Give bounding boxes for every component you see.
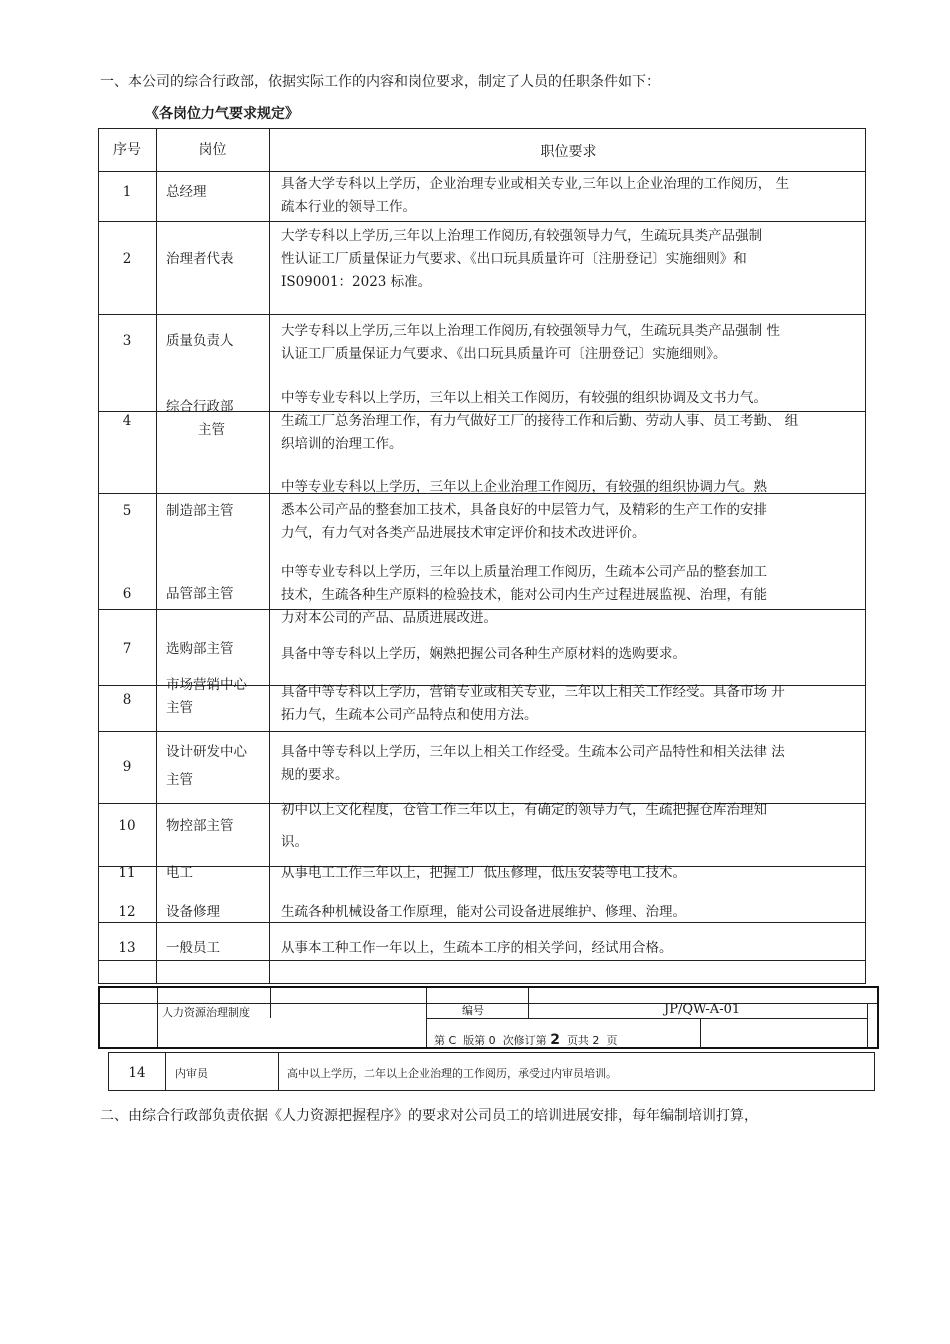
header-num: 序号 xyxy=(113,142,141,158)
footer-divider xyxy=(867,1003,868,1049)
row-requirement: 中等专业专科以上学历，三年以上相关工作阅历，有较强的组织协调及文书力气。 生疏工厂总务治理工作，有力气做好工厂的接待工作和后勤、劳动人事、员工考勤、 组 织培训的治理工作。 xyxy=(281,390,799,452)
requirements-table xyxy=(98,128,866,984)
footer-divider xyxy=(528,988,529,1018)
row-requirement: 具备中等专科以上学历，三年以上相关工作经受。生疏本公司产品特性和相关法律 法 规的要求。 xyxy=(281,744,785,783)
row-position: 治理者代表 xyxy=(166,251,234,267)
row-divider xyxy=(99,221,865,222)
row-num: 10 xyxy=(118,818,136,834)
row-divider xyxy=(99,314,865,315)
row-position: 选购部主管 xyxy=(166,641,234,657)
row-num: 7 xyxy=(122,641,132,657)
row-requirement: 具备大学专科以上学历，企业治理专业或相关专业,三年以上企业治理的工作阅历， 生 疏本行业的领导工作。 xyxy=(281,176,790,215)
row-num: 6 xyxy=(122,586,132,602)
footer-divider xyxy=(700,1018,701,1049)
intro-paragraph: 一、本公司的综合行政部，依据实际工作的内容和岗位要求，制定了人员的任职条件如下： xyxy=(100,74,660,90)
row-requirement: 大学专科以上学历,三年以上治理工作阅历,有较强领导力气，生疏玩具类产品强制 性认证工厂质量保证力气要求、《出口玩具质量许可〔注册登记〕实施细则》和 IS09001：2023 标准。 xyxy=(281,228,763,290)
row-position: 设计研发中心 主管 xyxy=(166,744,247,788)
footer-doc-name: 人力资源治理制度 xyxy=(162,1006,250,1019)
row-position: 物控部主管 xyxy=(166,818,234,834)
row-num: 4 xyxy=(122,413,132,429)
row-position: 设备修理 xyxy=(166,904,220,920)
footer-divider xyxy=(270,988,271,1018)
row-position: 一般员工 xyxy=(166,940,220,956)
row-num: 14 xyxy=(128,1065,146,1081)
footer-divider xyxy=(426,1018,867,1019)
row-position: 综合行政部 主管 xyxy=(166,399,234,438)
row-position: 品管部主管 xyxy=(166,586,234,602)
row-requirement: 中等专业专科以上学历，三年以上质量治理工作阅历，生疏本公司产品的整套加工 技术，生疏各种生产原料的检验技术，能对公司内生产过程进展监视、治理，有能 力对本公司的产品、品质进展改进。 xyxy=(281,564,767,626)
row-requirement: 具备中等专科以上学历，营销专业或相关专业，三年以上相关工作经受。具备市场 开 拓力气，生疏本公司产品特点和使用方法。 xyxy=(281,684,785,723)
row-divider xyxy=(99,731,865,732)
row-requirement: 具备中等专科以上学历，娴熟把握公司各种生产原材料的选购要求。 xyxy=(281,646,686,662)
row-num: 1 xyxy=(122,184,132,200)
footer-divider xyxy=(157,988,158,1047)
column-divider xyxy=(269,129,270,983)
row-requirement: 从事电工工作三年以上，把握工厂低压修理，低压安装等电工技术。 xyxy=(281,865,686,881)
column-divider xyxy=(156,129,157,983)
row-position: 质量负责人 xyxy=(166,333,234,349)
row-divider xyxy=(99,960,865,961)
row-requirement: 从事本工种工作一年以上，生疏本工序的相关学问，经试用合格。 xyxy=(281,940,673,956)
row-position: 总经理 xyxy=(166,184,207,200)
row-num: 9 xyxy=(122,759,132,775)
row-requirement: 大学专科以上学历,三年以上治理工作阅历,有较强领导力气，生疏玩具类产品强制 性 认证工厂质量保证力气要求、《出口玩具质量许可〔注册登记〕实施细则》。 xyxy=(281,323,780,362)
row-num: 8 xyxy=(122,692,132,708)
row-num: 2 xyxy=(122,251,132,267)
footer-version: 第 C 版第 0 次修订第 2 页共 2 页 xyxy=(434,1032,618,1048)
row-requirement: 中等专业专科以上学历，三年以上企业治理工作阅历，有较强的组织协调力气。熟 悉本公司产品的整套加工技术，具备良好的中层管力气，及精彩的生产工作的安排 力气，有力气对各类产品进展技术审定评价和技术改进评价。 xyxy=(281,479,767,541)
row-position: 内审员 xyxy=(175,1067,208,1080)
row-requirement: 高中以上学历，二年以上企业治理的工作阅历，承受过内审员培训。 xyxy=(287,1067,617,1080)
table-title: 《各岗位力气要求规定》 xyxy=(145,106,299,122)
row-position: 制造部主管 xyxy=(166,503,234,519)
column-divider xyxy=(278,1053,279,1090)
row-num: 13 xyxy=(118,940,136,956)
header-position: 岗位 xyxy=(198,142,227,158)
row-num: 5 xyxy=(122,503,132,519)
row-num: 11 xyxy=(118,865,136,881)
closing-paragraph: 二、由综合行政部负责依据《人力资源把握程序》的要求对公司员工的培训进展安排，每年编制培训打算， xyxy=(100,1108,758,1124)
footer-code-label: 编号 xyxy=(462,1004,484,1017)
row-14 xyxy=(108,1052,875,1091)
row-divider xyxy=(99,171,865,172)
row-position: 电工 xyxy=(166,865,193,881)
document-footer xyxy=(98,986,879,1049)
row-num: 3 xyxy=(122,333,132,349)
row-requirement: 初中以上文化程度，仓管工作三年以上，有确定的领导力气，生疏把握仓库治理知 识。 xyxy=(281,802,767,850)
row-position: 市场营销中心 主管 xyxy=(166,677,247,716)
column-divider xyxy=(165,1053,166,1090)
header-requirement: 职位要求 xyxy=(540,144,597,160)
row-num: 12 xyxy=(118,904,136,920)
footer-code-value: JP/QW-A-01 xyxy=(664,1002,741,1017)
row-requirement: 生疏各种机械设备工作原理，能对公司设备进展维护、修理、治理。 xyxy=(281,904,686,920)
